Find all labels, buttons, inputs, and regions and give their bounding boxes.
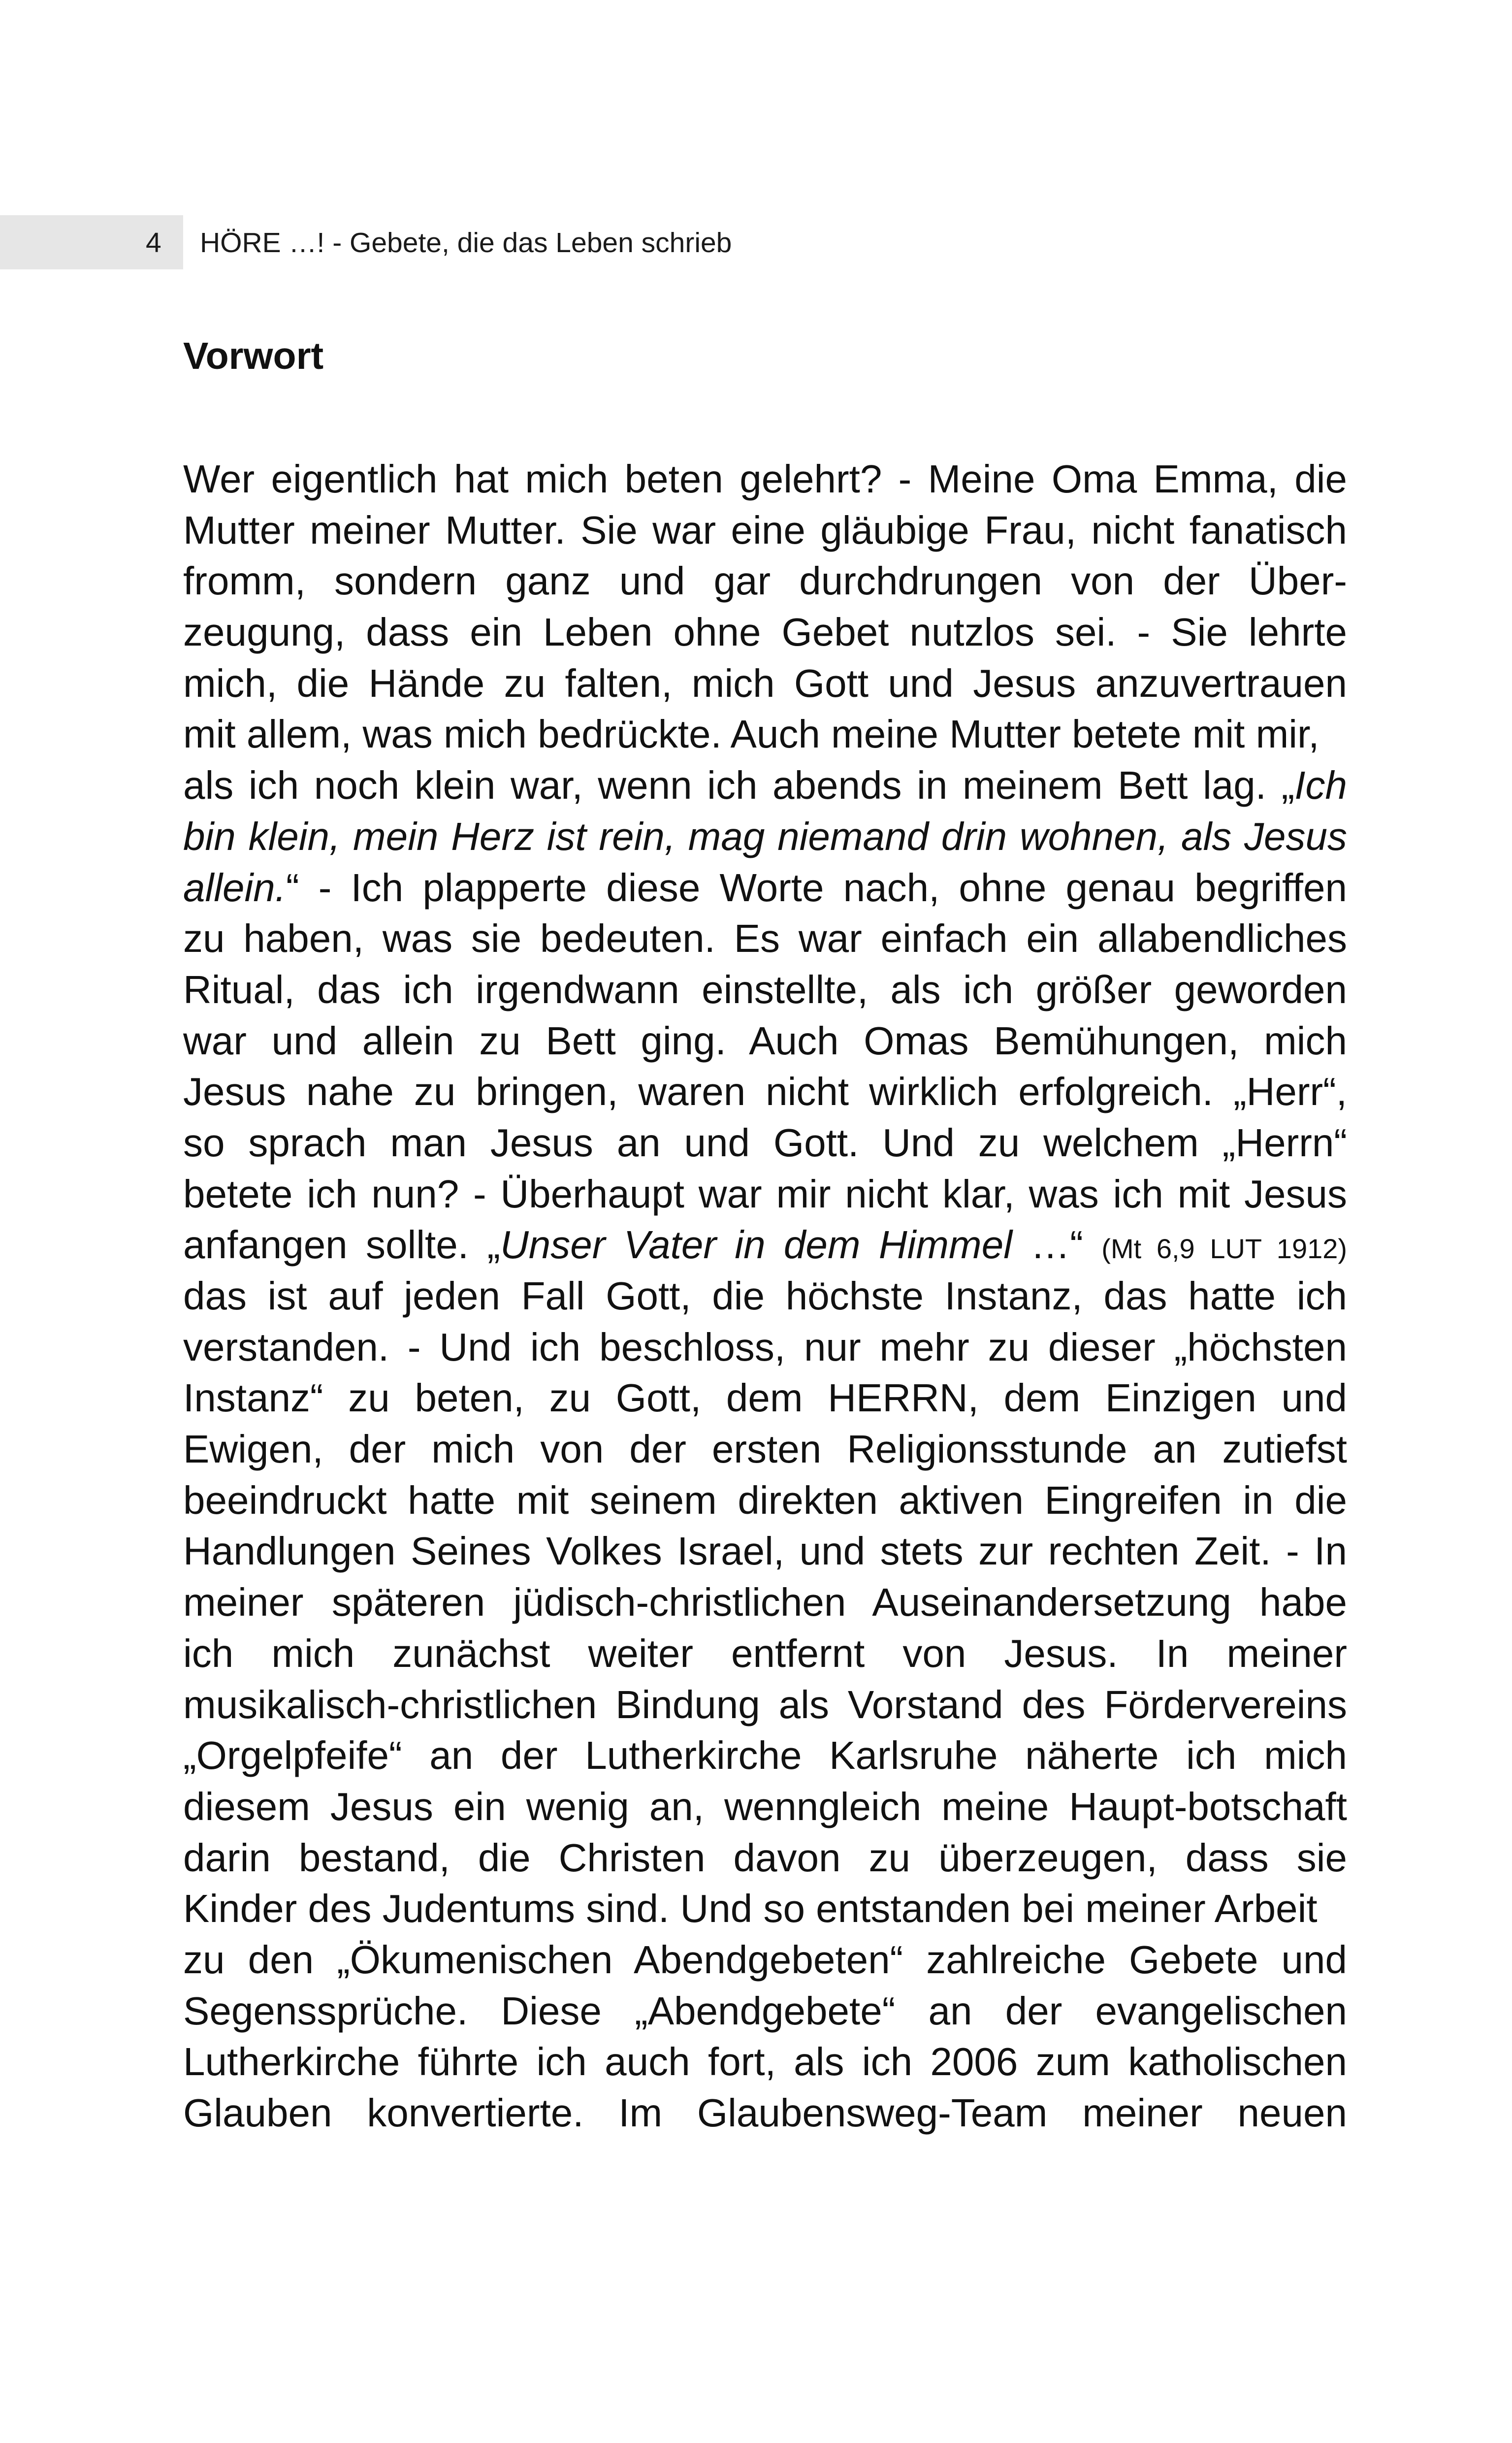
quote-italic: Ich [1294, 763, 1347, 808]
running-title: HÖRE …! - Gebete, die das Leben schrieb [200, 227, 732, 259]
text-line [183, 454, 1347, 505]
text-run: als ich noch klein war, wenn ich abends in meinem Bett lag. „ [183, 763, 1295, 808]
text-run: Mutter meiner Mutter. Sie war eine gläubige Frau, nicht fanatisch [183, 508, 1347, 552]
text-line [183, 760, 1347, 811]
text-line [183, 607, 1347, 658]
text-line [183, 913, 1347, 964]
text-line [183, 1270, 1347, 1322]
text-line [183, 2087, 1347, 2139]
text-line [183, 1015, 1347, 1067]
text-run: Segenssprüche. Diese „Abendgebete“ an der evangelischen [183, 1988, 1347, 2033]
text-run: diesem Jesus ein wenig an, wenngleich meine Haupt-botschaft [183, 1784, 1347, 1828]
text-run: war und allein zu Bett ging. Auch Omas Bemühungen, mich [183, 1018, 1347, 1063]
text-line [183, 555, 1347, 607]
page-number: 4 [146, 227, 161, 259]
text-line [183, 1169, 1347, 1220]
text-run: „Orgelpfeife“ an der Lutherkirche Karlsruhe näherte ich mich [183, 1733, 1347, 1778]
text-run: Kinder des Judentums sind. Und so entstanden bei meiner Arbeit [183, 1887, 1318, 1931]
text-line [183, 1628, 1347, 1679]
text-line [183, 709, 1347, 760]
text-line [183, 505, 1347, 556]
text-run: das ist auf jeden Fall Gott, die höchste Instanz, das hatte ich [183, 1274, 1347, 1318]
text-run: betete ich nun? - Überhaupt war mir nicht klar, was ich mit Jesus [183, 1172, 1347, 1216]
text-run: “ - Ich plapperte diese Worte nach, ohne genau begriffen [286, 865, 1347, 910]
text-line [183, 2036, 1347, 2087]
text-line [183, 1475, 1347, 1526]
text-line [183, 658, 1347, 709]
text-run: musikalisch-christlichen Bindung als Vorstand des Fördervereins [183, 1682, 1347, 1726]
text-run: verstanden. - Und ich beschloss, nur mehr zu dieser „höchsten [183, 1325, 1347, 1369]
text-run: zu haben, was sie bedeuten. Es war einfach ein allabendliches [183, 916, 1347, 961]
text-run: mit allem, was mich bedrückte. Auch meine Mutter betete mit mir, [183, 712, 1319, 756]
text-run: Wer eigentlich hat mich beten gelehrt? - Meine Oma Emma, die [183, 457, 1347, 501]
text-run: Lutherkirche führte ich auch fort, als ich 2006 zum katholischen [183, 2040, 1347, 2084]
text-run: zeugung, dass ein Leben ohne Gebet nutzlos sei. - Sie lehrte [183, 610, 1347, 654]
text-run: Handlungen Seines Volkes Israel, und stets zur rechten Zeit. - In [183, 1529, 1347, 1573]
quote-italic: allein. [183, 865, 287, 910]
text-line [183, 1372, 1347, 1424]
text-line [183, 1424, 1347, 1475]
text-line [183, 1577, 1347, 1628]
bible-reference: (Mt 6,9 LUT 1912) [1101, 1233, 1348, 1265]
text-run: Ritual, das ich irgendwann einstellte, als ich größer geworden [183, 967, 1347, 1011]
text-run: beeindruckt hatte mit seinem direkten aktiven Eingreifen in die [183, 1478, 1347, 1522]
text-line [183, 1322, 1347, 1373]
quote-italic: bin klein, mein Herz ist rein, mag niemand drin wohnen, als Jesus [183, 814, 1347, 858]
text-line [183, 1883, 1347, 1934]
text-line [183, 862, 1347, 913]
text-run: Jesus nahe zu bringen, waren nicht wirklich erfolgreich. „Herr“, [183, 1070, 1347, 1114]
text-line [183, 1934, 1347, 1986]
text-run: mich, die Hände zu falten, mich Gott und Jesus anzuvertrauen [183, 661, 1347, 705]
body-text [183, 454, 1347, 2139]
text-line [183, 1066, 1347, 1117]
text-line [183, 1679, 1347, 1730]
text-line [183, 1117, 1347, 1169]
quote-italic: Unser Vater in dem Himmel [500, 1223, 1012, 1267]
text-run: fromm, sondern ganz und gar durchdrungen von der Über- [183, 559, 1347, 603]
text-line [183, 1219, 1347, 1270]
section-title: Vorwort [183, 335, 324, 377]
text-run: so sprach man Jesus an und Gott. Und zu welchem „Herrn“ [183, 1120, 1347, 1165]
text-line [183, 1526, 1347, 1577]
text-run: darin bestand, die Christen davon zu überzeugen, dass sie [183, 1835, 1347, 1880]
text-run: Ewigen, der mich von der ersten Religionsstunde an zutiefst [183, 1427, 1347, 1471]
text-run: Glauben konvertierte. Im Glaubensweg-Team meiner neuen [183, 2091, 1347, 2135]
text-run: …“ [1012, 1223, 1102, 1267]
text-run: anfangen sollte. „ [183, 1223, 500, 1267]
text-line [183, 1730, 1347, 1781]
text-line [183, 1832, 1347, 1884]
text-line [183, 811, 1347, 862]
text-run: Instanz“ zu beten, zu Gott, dem HERRN, dem Einzigen und [183, 1376, 1347, 1420]
text-line [183, 1781, 1347, 1832]
text-run: zu den „Ökumenischen Abendgebeten“ zahlreiche Gebete und [183, 1937, 1347, 1982]
text-line [183, 964, 1347, 1015]
text-line [183, 1986, 1347, 2037]
text-run: meiner späteren jüdisch-christlichen Auseinandersetzung habe [183, 1580, 1347, 1625]
text-run: ich mich zunächst weiter entfernt von Jesus. In meiner [183, 1631, 1347, 1675]
